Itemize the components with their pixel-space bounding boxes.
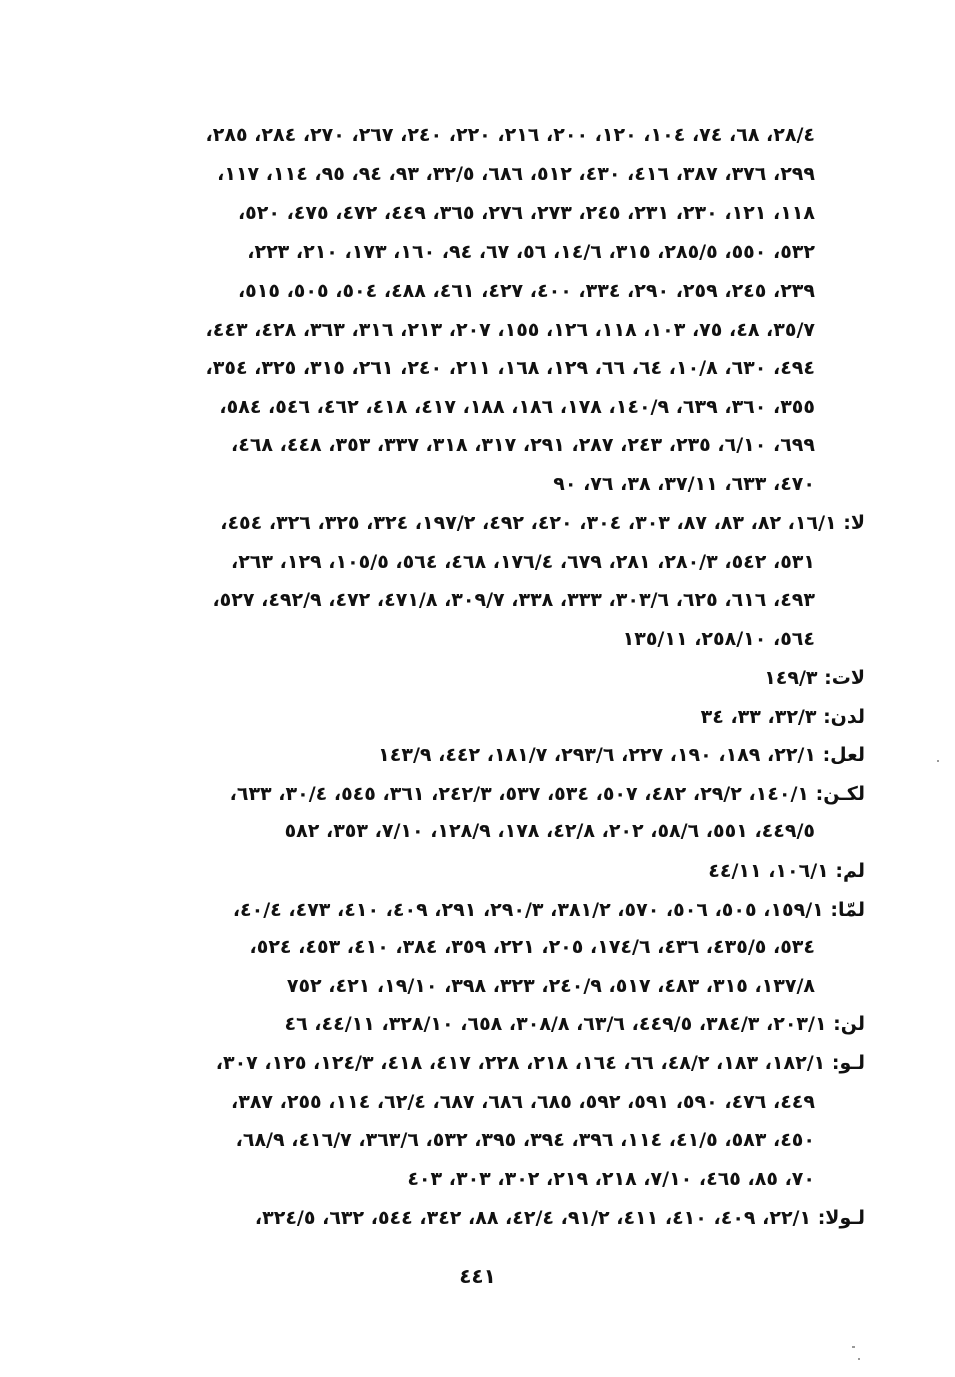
index-entry-la: لا: ١٦/١، ٨٢، ٨٣، ٨٧، ٣٠٣، ٣٠٤، ٤٢٠، ٤٩٢، ١٩٧/٢، ٣٢٤، ٣٢٥، ٣٢٦، ٤٥٤، bbox=[220, 512, 865, 534]
index-line: ٤٤٩، ٤٧٦، ٥٩٠، ٥٩١، ٥٩٢، ٦٨٥، ٦٨٦، ٦٨٧، ٦٢/٤، ١١٤، ٢٥٥، ٣٨٧، bbox=[231, 1091, 815, 1113]
index-entry-law: لـو: ١٨٢/١، ١٨٣، ٤٨/٢، ٦٦، ١٦٤، ٢١٨، ٢٢٨، ٤١٧، ٤١٨، ١٢٤/٣، ١٢٥، ٣٠٧، bbox=[215, 1052, 865, 1074]
index-entry-lan: لن: ٢٠٣/١، ٣٨٤/٣، ٤٤٩/٥، ٦٣/٦، ٣٠٨/٨، ٦٥٨، ٣٢٨/١٠، ٤٤/١١، ٤٦ bbox=[284, 1013, 865, 1035]
scan-speck bbox=[858, 1358, 860, 1360]
index-entry-lamma: لمّا: ١٥٩/١، ٥٠٥، ٥٠٦، ٥٧٠، ٣٨١/٢، ٢٩٠/٣، ٢٩١، ٤٠٩، ٤١٠، ٤٧٣، ٤٠/٤، bbox=[232, 899, 865, 921]
index-line: ٥٣١، ٥٤٢، ٢٨٠/٣، ٢٨١، ٦٧٩، ١٧٦/٤، ٤٦٨، ٥٦٤، ١٠٥/٥، ١٢٩، ٢٦٣، bbox=[230, 551, 815, 573]
index-entry-laalla: لعل: ٢٢/١، ١٨٩، ١٩٠، ٢٢٧، ٢٩٣/٦، ١٨١/٧، ٤٤٢، ١٤٣/٩ bbox=[378, 744, 865, 766]
index-line: ٥٦٤، ٢٥٨/١٠، ١٣٥/١١ bbox=[622, 628, 815, 650]
index-line: ٦٩٩، ٦/١٠، ٢٣٥، ٢٤٣، ٢٨٧، ٢٩١، ٣١٧، ٣١٨، ٣٣٧، ٣٥٣، ٤٤٨، ٤٦٨، bbox=[231, 434, 815, 456]
index-line: ٤٤٩/٥، ٥٥١، ٥٨/٦، ٢٠٢، ٤٢/٨، ١٧٨، ١٢٨/٩، ٧/١٠، ٣٥٣، ٥٨٢ bbox=[284, 820, 815, 842]
index-line: ٤٥٠، ٥٨٣، ٤١/٥، ١١٤، ٣٩٦، ٣٩٤، ٣٩٥، ٥٣٢، ٣٦٣/٦، ٤١٦/٧، ٦٨/٩، bbox=[235, 1129, 815, 1151]
index-line: ٧٠، ٨٥، ٤٦٥، ٧/١٠، ٢١٨، ٢١٩، ٣٠٢، ٣٠٣، ٤٠٣ bbox=[407, 1168, 815, 1190]
index-line: ٣٥٥، ٣٦٠، ٦٣٩، ١٤٠/٩، ١٧٨، ١٨٦، ١٨٨، ٤١٧، ٤١٨، ٤٦٢، ٥٤٦، ٥٨٤، bbox=[219, 396, 815, 418]
index-line: ٥٣٤، ٤٣٥/٥، ٤٣٦، ١٧٤/٦، ٢٠٥، ٢٢١، ٣٥٩، ٣٨٤، ٤١٠، ٤٥٣، ٥٢٤، bbox=[249, 936, 815, 958]
index-entry-lam: لم: ١٠٦/١، ٤٤/١١ bbox=[708, 860, 865, 882]
index-entry-lat: لات: ١٤٩/٣ bbox=[764, 667, 865, 689]
index-entry-lakin: لكـن: ١٤٠/١، ٢٩/٢، ٤٨٢، ٥٠٧، ٥٣٤، ٥٣٧، ٢٤٢/٣، ٣٦١، ٥٤٥، ٣٠/٤، ٦٣٣، bbox=[229, 783, 865, 805]
index-line: ٢٣٩، ٢٤٥، ٢٥٩، ٢٩٠، ٣٣٤، ٤٠٠، ٤٢٧، ٤٦١، ٤٨٨، ٥٠٤، ٥٠٥، ٥١٥، bbox=[237, 280, 815, 302]
index-line: ٤٩٤، ٦٣٠، ١٠/٨، ٦٤، ٦٦، ١٢٩، ١٦٨، ٢١١، ٢٤٠، ٢٦١، ٣١٥، ٣٢٥، ٣٥٤، bbox=[205, 357, 815, 379]
index-line: ٣٥/٧، ٤٨، ٧٥، ١٠٣، ١١٨، ١٢٦، ١٥٥، ٢٠٧، ٢١٣، ٣١٦، ٣٦٣، ٤٢٨، ٤٤٣، bbox=[205, 319, 815, 341]
index-entry-lawla: لـولا: ٢٢/١، ٤٠٩، ٤١٠، ٤١١، ٩١/٢، ٤٢/٤، ٨٨، ٣٤٢، ٥٤٤، ٦٣٢، ٣٢٤/٥، bbox=[254, 1207, 865, 1229]
index-line: ٢٩٩، ٣٧٦، ٣٨٧، ٤١٦، ٤٣٠، ٥١٢، ٦٨٦، ٣٢/٥، ٩٣، ٩٤، ٩٥، ١١٤، ١١٧، bbox=[217, 163, 815, 185]
scan-speck bbox=[852, 1346, 855, 1348]
index-line: ١١٨، ١٢١، ٢٣٠، ٢٣١، ٢٤٥، ٢٧٣، ٢٧٦، ٣٦٥، ٤٤٩، ٤٧٢، ٤٧٥، ٥٢٠، bbox=[237, 202, 815, 224]
scan-speck bbox=[937, 760, 939, 762]
index-line: ٥٣٢، ٥٥٠، ٢٨٥/٥، ٣١٥، ١٤/٦، ٥٦، ٦٧، ٩٤، ١٦٠، ١٧٣، ٢١٠، ٢٢٣، bbox=[247, 241, 815, 263]
index-entry-ladun: لدن: ٣٢/٣، ٣٣، ٣٤ bbox=[700, 706, 865, 728]
index-line: ٢٨/٤، ٦٨، ٧٤، ١٠٤، ١٢٠، ٢٠٠، ٢١٦، ٢٢٠، ٢٤٠، ٢٦٧، ٢٧٠، ٢٨٤، ٢٨٥، bbox=[205, 124, 815, 146]
page-number: ٤٤١ bbox=[459, 1264, 496, 1288]
index-line: ٤٧٠، ٦٣٣، ٣٧/١١، ٣٨، ٧٦، ٩٠ bbox=[553, 473, 815, 495]
index-line: ٤٩٣، ٦١٦، ٦٢٥، ٣٠٣/٦، ٣٣٣، ٣٣٨، ٣٠٩/٧، ٤٧١/٨، ٤٧٢، ٤٩٢/٩، ٥٢٧، bbox=[212, 589, 815, 611]
index-line: ١٣٧/٨، ٣١٥، ٤٨٣، ٥١٧، ٢٤٠/٩، ٣٢٣، ٣٩٨، ١٩/١٠، ٤٢١، ٧٥٢ bbox=[286, 975, 815, 997]
